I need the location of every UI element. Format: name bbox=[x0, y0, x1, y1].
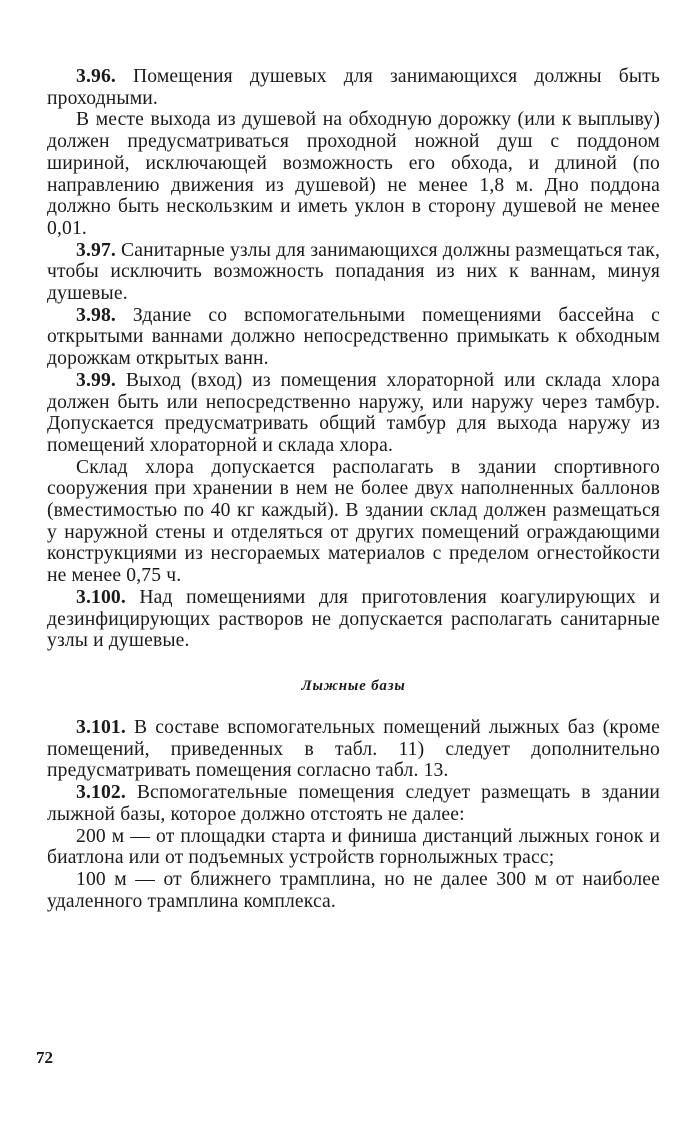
paragraph-distance-200m bbox=[47, 826, 660, 869]
paragraph-number: 3.99. bbox=[76, 369, 116, 391]
paragraph-number: 3.101. bbox=[76, 716, 126, 738]
top-text-block bbox=[47, 66, 660, 652]
paragraph-3-97 bbox=[47, 240, 660, 305]
page-number: 72 bbox=[36, 1048, 53, 1067]
paragraph-number: 3.97. bbox=[76, 239, 116, 261]
paragraph-number: 3.102. bbox=[76, 782, 126, 804]
paragraph-text: Санитарные узлы для занимающихся должны размещаться так, чтобы исключить возможность попадания из них к ваннам, минуя душевые. bbox=[47, 239, 660, 305]
paragraph-text: Вспомогательные помещения следует размещать в здании лыжной базы, которое должно отстоять не далее: bbox=[47, 782, 660, 825]
paragraph-distance-100m bbox=[47, 869, 660, 912]
paragraph-text: 200 м — от площадки старта и финиша дистанций лыжных гонок и биатлона или от подъемных устройств горнолыжных трасс; bbox=[47, 825, 660, 869]
paragraph-text: Здание со вспомогательными помещениями бассейна с открытыми ваннами должно непосредственно примыкать к обходным дорожкам открытых ванн. bbox=[47, 304, 660, 370]
paragraph-3-102 bbox=[47, 782, 660, 825]
paragraph-number: 3.100. bbox=[76, 586, 126, 608]
paragraph-number: 3.96. bbox=[76, 66, 116, 87]
paragraph-text: 100 м — от ближнего трамплина, но не далее 300 м от наиболее удаленного трамплина комплекса. bbox=[47, 868, 660, 912]
paragraph-3-99 bbox=[47, 370, 660, 457]
paragraph-number: 3.98. bbox=[76, 304, 116, 326]
paragraph-text: Над помещениями для приготовления коагулирующих и дезинфицирующих растворов не допускается располагать санитарные узлы и душевые. bbox=[47, 586, 660, 652]
paragraph-3-96-continued bbox=[47, 109, 660, 239]
paragraph-text: Помещения душевых для занимающихся должны быть проходными. bbox=[47, 66, 660, 109]
paragraph-text: В составе вспомогательных помещений лыжных баз (кроме помещений, приведенных в табл. 11) следует дополнительно предусматривать помещения согласно табл. 13. bbox=[47, 716, 660, 782]
bottom-text-block bbox=[47, 717, 660, 912]
paragraph-3-101 bbox=[47, 717, 660, 782]
paragraph-text: Склад хлора допускается располагать в здании спортивного сооружения при хранении в нем не более двух наполненных баллонов (вместимостью по 40 кг каждый). В здании склад должен размещаться у наружной стены и отделяться от других помещений ограждающими конструкциями из несгораемых материалов с пределом огнестойкости не менее 0,75 ч. bbox=[47, 456, 660, 587]
paragraph-3-98 bbox=[47, 305, 660, 370]
paragraph-3-100 bbox=[47, 587, 660, 652]
paragraph-3-96 bbox=[47, 66, 660, 109]
section-title: Лыжные базы bbox=[301, 677, 406, 694]
paragraph-3-99-continued bbox=[47, 457, 660, 587]
paragraph-text: Выход (вход) из помещения хлораторной или склада хлора должен быть или непосредственно наружу, или наружу через тамбур. Допускается предусматривать общий тамбур для выхода наружу из помещений хлораторной и склада хлора. bbox=[47, 369, 660, 456]
paragraph-text: В месте выхода из душевой на обходную дорожку (или к выплыву) должен предусматриваться проходной ножной душ с поддоном шириной, исключающей возможность его обхода, и длиной (по направлению движения из душевой) не менее 1,8 м. Дно поддона должно быть нескользким и иметь уклон в сторону душевой не менее 0,01. bbox=[47, 109, 660, 239]
